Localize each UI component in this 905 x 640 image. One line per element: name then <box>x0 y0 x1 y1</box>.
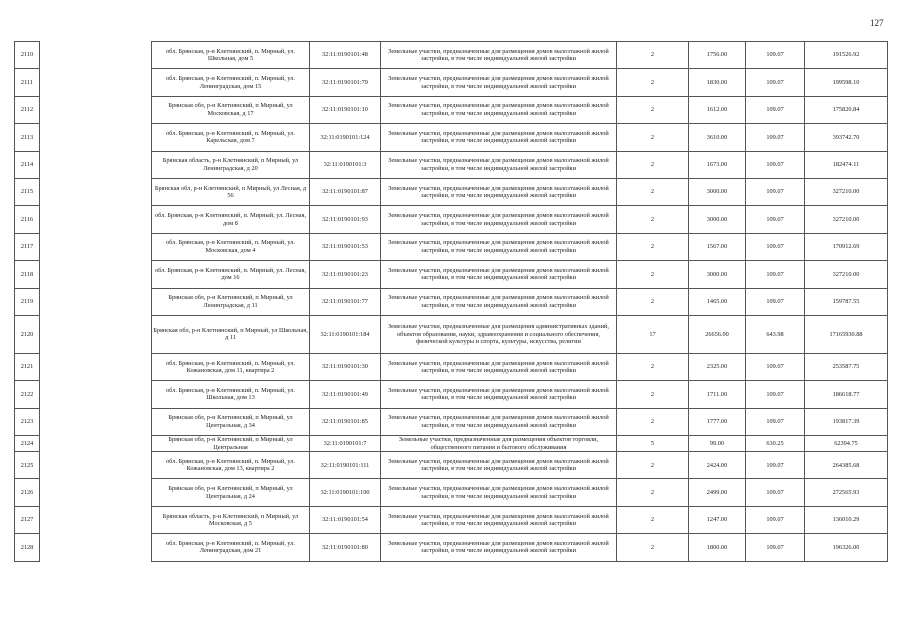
land-use-cell: Земельные участки, предназначенные для размещения домов малоэтажной жилой застройки, в том числе индивидуальной жилой застройки <box>381 353 617 380</box>
group-cell: 2 <box>617 261 689 288</box>
land-use-cell: Земельные участки, предназначенные для размещения домов малоэтажной жилой застройки, в том числе индивидуальной жилой застройки <box>381 124 617 151</box>
table-body <box>15 42 888 562</box>
group-cell: 2 <box>617 233 689 260</box>
address-cell: обл. Брянская, р-н Клетнянский, п. Мирный, ул. Кожановская, дом 13, квартира 2 <box>152 452 310 479</box>
spacer-cell <box>40 436 152 452</box>
specific-value-cell: 109.07 <box>746 69 805 96</box>
spacer-cell <box>40 479 152 506</box>
row-number: 2119 <box>15 288 40 315</box>
specific-value-cell: 109.07 <box>746 233 805 260</box>
cadastral-number-cell: 32:11:0190101:23 <box>310 261 381 288</box>
specific-value-cell: 109.07 <box>746 452 805 479</box>
specific-value-cell: 630.25 <box>746 436 805 452</box>
address-cell: Брянская обл, р-н Клетнянский, п Мирный, ул Центральная <box>152 436 310 452</box>
specific-value-cell: 109.07 <box>746 288 805 315</box>
spacer-cell <box>40 178 152 205</box>
group-cell: 2 <box>617 42 689 69</box>
specific-value-cell: 109.07 <box>746 42 805 69</box>
cadastral-value-cell: 182474.11 <box>805 151 888 178</box>
spacer-cell <box>40 233 152 260</box>
spacer-cell <box>40 315 152 353</box>
row-number: 2114 <box>15 151 40 178</box>
cadastral-number-cell: 32:11:0190101:124 <box>310 124 381 151</box>
group-cell: 2 <box>617 452 689 479</box>
address-cell: Брянская область, р-н Клетнянский, п Мирный, ул Ленинградская, д 20 <box>152 151 310 178</box>
spacer-cell <box>40 288 152 315</box>
table-row <box>15 408 888 435</box>
table-row <box>15 124 888 151</box>
row-number: 2113 <box>15 124 40 151</box>
cadastral-number-cell: 32:11:0190101:184 <box>310 315 381 353</box>
cadastral-number-cell: 32:11:0190101:30 <box>310 353 381 380</box>
row-number: 2124 <box>15 436 40 452</box>
address-cell: Брянская обл, р-н Клетнянский, п Мирный, ул Центральная, д 34 <box>152 408 310 435</box>
group-cell: 2 <box>617 206 689 233</box>
area-cell: 1247.00 <box>689 506 746 533</box>
spacer-cell <box>40 151 152 178</box>
land-use-cell: Земельные участки, предназначенные для размещения домов малоэтажной жилой застройки, в том числе индивидуальной жилой застройки <box>381 233 617 260</box>
cadastral-value-cell: 193817.39 <box>805 408 888 435</box>
row-number: 2128 <box>15 534 40 561</box>
land-use-cell: Земельные участки, предназначенные для размещения домов малоэтажной жилой застройки, в том числе индивидуальной жилой застройки <box>381 151 617 178</box>
table-row <box>15 452 888 479</box>
address-cell: Брянская область, р-н Клетнянский, п Мирный, ул Московская, д 5 <box>152 506 310 533</box>
spacer-cell <box>40 69 152 96</box>
row-number: 2122 <box>15 381 40 408</box>
cadastral-value-cell: 62394.75 <box>805 436 888 452</box>
land-use-cell: Земельные участки, предназначенные для размещения домов малоэтажной жилой застройки, в том числе индивидуальной жилой застройки <box>381 381 617 408</box>
specific-value-cell: 109.07 <box>746 479 805 506</box>
table-row <box>15 178 888 205</box>
group-cell: 2 <box>617 124 689 151</box>
row-number: 2116 <box>15 206 40 233</box>
group-cell: 2 <box>617 534 689 561</box>
row-number: 2123 <box>15 408 40 435</box>
cadastral-value-table <box>14 41 888 562</box>
cadastral-value-cell: 175820.84 <box>805 96 888 123</box>
table-row <box>15 479 888 506</box>
cadastral-number-cell: 32:11:0190101:54 <box>310 506 381 533</box>
table-row <box>15 506 888 533</box>
cadastral-value-cell: 170912.69 <box>805 233 888 260</box>
address-cell: обл. Брянская, р-н Клетнянский, п. Мирный, ул. Ленинградская, дом 21 <box>152 534 310 561</box>
area-cell: 3610.00 <box>689 124 746 151</box>
specific-value-cell: 109.07 <box>746 506 805 533</box>
specific-value-cell: 109.07 <box>746 206 805 233</box>
cadastral-number-cell: 32:11:0190101:85 <box>310 408 381 435</box>
group-cell: 2 <box>617 151 689 178</box>
address-cell: обл. Брянская, р-н Клетнянский, п. Мирный, ул. Карельская, дом 7 <box>152 124 310 151</box>
row-number: 2121 <box>15 353 40 380</box>
land-use-cell: Земельные участки, предназначенные для размещения административных зданий, объектов образования, науки, здравоохранения и социального обеспечения, физической культуры и спорта, культуры, искусства, религии <box>381 315 617 353</box>
cadastral-value-cell: 159787.55 <box>805 288 888 315</box>
spacer-cell <box>40 408 152 435</box>
spacer-cell <box>40 452 152 479</box>
specific-value-cell: 109.07 <box>746 353 805 380</box>
group-cell: 17 <box>617 315 689 353</box>
cadastral-value-cell: 199598.10 <box>805 69 888 96</box>
address-cell: Брянская обл, р-н Клетнянский, п Мирный, ул Центральная, д 24 <box>152 479 310 506</box>
group-cell: 5 <box>617 436 689 452</box>
row-number: 2126 <box>15 479 40 506</box>
specific-value-cell: 643.98 <box>746 315 805 353</box>
spacer-cell <box>40 261 152 288</box>
cadastral-number-cell: 32:11:0190101:190 <box>310 479 381 506</box>
cadastral-number-cell: 32:11:0190101:93 <box>310 206 381 233</box>
land-use-cell: Земельные участки, предназначенные для размещения домов малоэтажной жилой застройки, в том числе индивидуальной жилой застройки <box>381 42 617 69</box>
address-cell: Брянская обл, р-н Клетнянский, п Мирный, ул Московская, д 17 <box>152 96 310 123</box>
specific-value-cell: 109.07 <box>746 381 805 408</box>
cadastral-value-cell: 393742.70 <box>805 124 888 151</box>
row-number: 2111 <box>15 69 40 96</box>
spacer-cell <box>40 42 152 69</box>
cadastral-value-cell: 327210.00 <box>805 206 888 233</box>
group-cell: 2 <box>617 381 689 408</box>
table-row <box>15 42 888 69</box>
cadastral-value-cell: 253587.75 <box>805 353 888 380</box>
area-cell: 1830.00 <box>689 69 746 96</box>
cadastral-value-cell: 272565.93 <box>805 479 888 506</box>
table-row <box>15 534 888 561</box>
area-cell: 1673.00 <box>689 151 746 178</box>
cadastral-number-cell: 32:11:0190101:53 <box>310 233 381 260</box>
address-cell: обл. Брянская, р-н Клетнянский, п. Мирный, ул. Лесная, дом 16 <box>152 261 310 288</box>
land-use-cell: Земельные участки, предназначенные для размещения объектов торговли, общественного питания и бытового обслуживания <box>381 436 617 452</box>
address-cell: обл. Брянская, р-н Клетнянский, п. Мирный, ул. Ленинградская, дом 15 <box>152 69 310 96</box>
group-cell: 2 <box>617 288 689 315</box>
land-use-cell: Земельные участки, предназначенные для размещения домов малоэтажной жилой застройки, в том числе индивидуальной жилой застройки <box>381 96 617 123</box>
land-use-cell: Земельные участки, предназначенные для размещения домов малоэтажной жилой застройки, в том числе индивидуальной жилой застройки <box>381 408 617 435</box>
area-cell: 1612.00 <box>689 96 746 123</box>
cadastral-value-cell: 327210.00 <box>805 261 888 288</box>
land-use-cell: Земельные участки, предназначенные для размещения домов малоэтажной жилой застройки, в том числе индивидуальной жилой застройки <box>381 178 617 205</box>
land-use-cell: Земельные участки, предназначенные для размещения домов малоэтажной жилой застройки, в том числе индивидуальной жилой застройки <box>381 288 617 315</box>
cadastral-value-cell: 186618.77 <box>805 381 888 408</box>
spacer-cell <box>40 381 152 408</box>
area-cell: 99.00 <box>689 436 746 452</box>
cadastral-value-cell: 136010.29 <box>805 506 888 533</box>
area-cell: 1711.00 <box>689 381 746 408</box>
spacer-cell <box>40 124 152 151</box>
area-cell: 1800.00 <box>689 534 746 561</box>
row-number: 2112 <box>15 96 40 123</box>
cadastral-number-cell: 32:11:0190101:77 <box>310 288 381 315</box>
group-cell: 2 <box>617 96 689 123</box>
cadastral-number-cell: 32:11:0190101:49 <box>310 381 381 408</box>
group-cell: 2 <box>617 506 689 533</box>
land-use-cell: Земельные участки, предназначенные для размещения домов малоэтажной жилой застройки, в том числе индивидуальной жилой застройки <box>381 534 617 561</box>
land-use-cell: Земельные участки, предназначенные для размещения домов малоэтажной жилой застройки, в том числе индивидуальной жилой застройки <box>381 479 617 506</box>
table-row <box>15 96 888 123</box>
land-use-cell: Земельные участки, предназначенные для размещения домов малоэтажной жилой застройки, в том числе индивидуальной жилой застройки <box>381 452 617 479</box>
land-use-cell: Земельные участки, предназначенные для размещения домов малоэтажной жилой застройки, в том числе индивидуальной жилой застройки <box>381 69 617 96</box>
address-cell: обл. Брянская, р-н Клетнянский, п. Мирный, ул. Лесная, дом 8 <box>152 206 310 233</box>
area-cell: 1567.00 <box>689 233 746 260</box>
address-cell: обл. Брянская, р-н Клетнянский, п. Мирный, ул. Московская, дом 4 <box>152 233 310 260</box>
cadastral-number-cell: 32:11:0190101:10 <box>310 96 381 123</box>
area-cell: 3000.00 <box>689 261 746 288</box>
specific-value-cell: 109.07 <box>746 124 805 151</box>
cadastral-value-cell: 264385.68 <box>805 452 888 479</box>
spacer-cell <box>40 506 152 533</box>
table-row <box>15 436 888 452</box>
cadastral-number-cell: 32:11:0190101:111 <box>310 452 381 479</box>
area-cell: 26656.00 <box>689 315 746 353</box>
table-row <box>15 206 888 233</box>
group-cell: 2 <box>617 353 689 380</box>
cadastral-number-cell: 32:11:0190101:7 <box>310 436 381 452</box>
cadastral-number-cell: 32:11:0190101:80 <box>310 534 381 561</box>
group-cell: 2 <box>617 408 689 435</box>
table-row <box>15 381 888 408</box>
land-use-cell: Земельные участки, предназначенные для размещения домов малоэтажной жилой застройки, в том числе индивидуальной жилой застройки <box>381 506 617 533</box>
address-cell: обл. Брянская, р-н Клетнянский, п. Мирный, ул. Кожановская, дом 11, квартира 2 <box>152 353 310 380</box>
table-row <box>15 233 888 260</box>
address-cell: обл. Брянская, р-н Клетнянский, п. Мирный, ул. Школьная, дом 5 <box>152 42 310 69</box>
group-cell: 2 <box>617 69 689 96</box>
cadastral-value-cell: 196326.00 <box>805 534 888 561</box>
cadastral-value-cell: 327210.00 <box>805 178 888 205</box>
row-number: 2127 <box>15 506 40 533</box>
cadastral-number-cell: 32:11:0190101:48 <box>310 42 381 69</box>
cadastral-number-cell: 32:11:0190101:3 <box>310 151 381 178</box>
area-cell: 2499.00 <box>689 479 746 506</box>
spacer-cell <box>40 534 152 561</box>
row-number: 2110 <box>15 42 40 69</box>
table-row <box>15 288 888 315</box>
land-use-cell: Земельные участки, предназначенные для размещения домов малоэтажной жилой застройки, в том числе индивидуальной жилой застройки <box>381 261 617 288</box>
specific-value-cell: 109.07 <box>746 178 805 205</box>
table-row <box>15 353 888 380</box>
specific-value-cell: 109.07 <box>746 408 805 435</box>
address-cell: Брянская обл, р-н Клетнянский, п Мирный, ул Ленинградская, д 11 <box>152 288 310 315</box>
spacer-cell <box>40 353 152 380</box>
table-row <box>15 261 888 288</box>
row-number: 2118 <box>15 261 40 288</box>
row-number: 2115 <box>15 178 40 205</box>
area-cell: 3000.00 <box>689 178 746 205</box>
table-row <box>15 315 888 353</box>
address-cell: Брянская обл, р-н Клетнянский, п Мирный, ул Школьная, д 11 <box>152 315 310 353</box>
area-cell: 1756.00 <box>689 42 746 69</box>
specific-value-cell: 109.07 <box>746 534 805 561</box>
table-row <box>15 69 888 96</box>
page-number: 127 <box>870 18 884 28</box>
row-number: 2120 <box>15 315 40 353</box>
spacer-cell <box>40 206 152 233</box>
cadastral-number-cell: 32:11:0190101:87 <box>310 178 381 205</box>
area-cell: 3000.00 <box>689 206 746 233</box>
group-cell: 2 <box>617 178 689 205</box>
spacer-cell <box>40 96 152 123</box>
cadastral-number-cell: 32:11:0190101:79 <box>310 69 381 96</box>
table-row <box>15 151 888 178</box>
address-cell: Брянская обл, р-н Клетнянский, п Мирный, ул Лесная, д 56 <box>152 178 310 205</box>
cadastral-value-cell: 191526.92 <box>805 42 888 69</box>
area-cell: 2424.00 <box>689 452 746 479</box>
specific-value-cell: 109.07 <box>746 261 805 288</box>
area-cell: 1777.00 <box>689 408 746 435</box>
land-use-cell: Земельные участки, предназначенные для размещения домов малоэтажной жилой застройки, в том числе индивидуальной жилой застройки <box>381 206 617 233</box>
specific-value-cell: 109.07 <box>746 151 805 178</box>
address-cell: обл. Брянская, р-н Клетнянский, п. Мирный, ул. Школьная, дом 13 <box>152 381 310 408</box>
group-cell: 2 <box>617 479 689 506</box>
cadastral-value-cell: 17165930.88 <box>805 315 888 353</box>
row-number: 2125 <box>15 452 40 479</box>
specific-value-cell: 109.07 <box>746 96 805 123</box>
area-cell: 1465.00 <box>689 288 746 315</box>
row-number: 2117 <box>15 233 40 260</box>
area-cell: 2325.00 <box>689 353 746 380</box>
